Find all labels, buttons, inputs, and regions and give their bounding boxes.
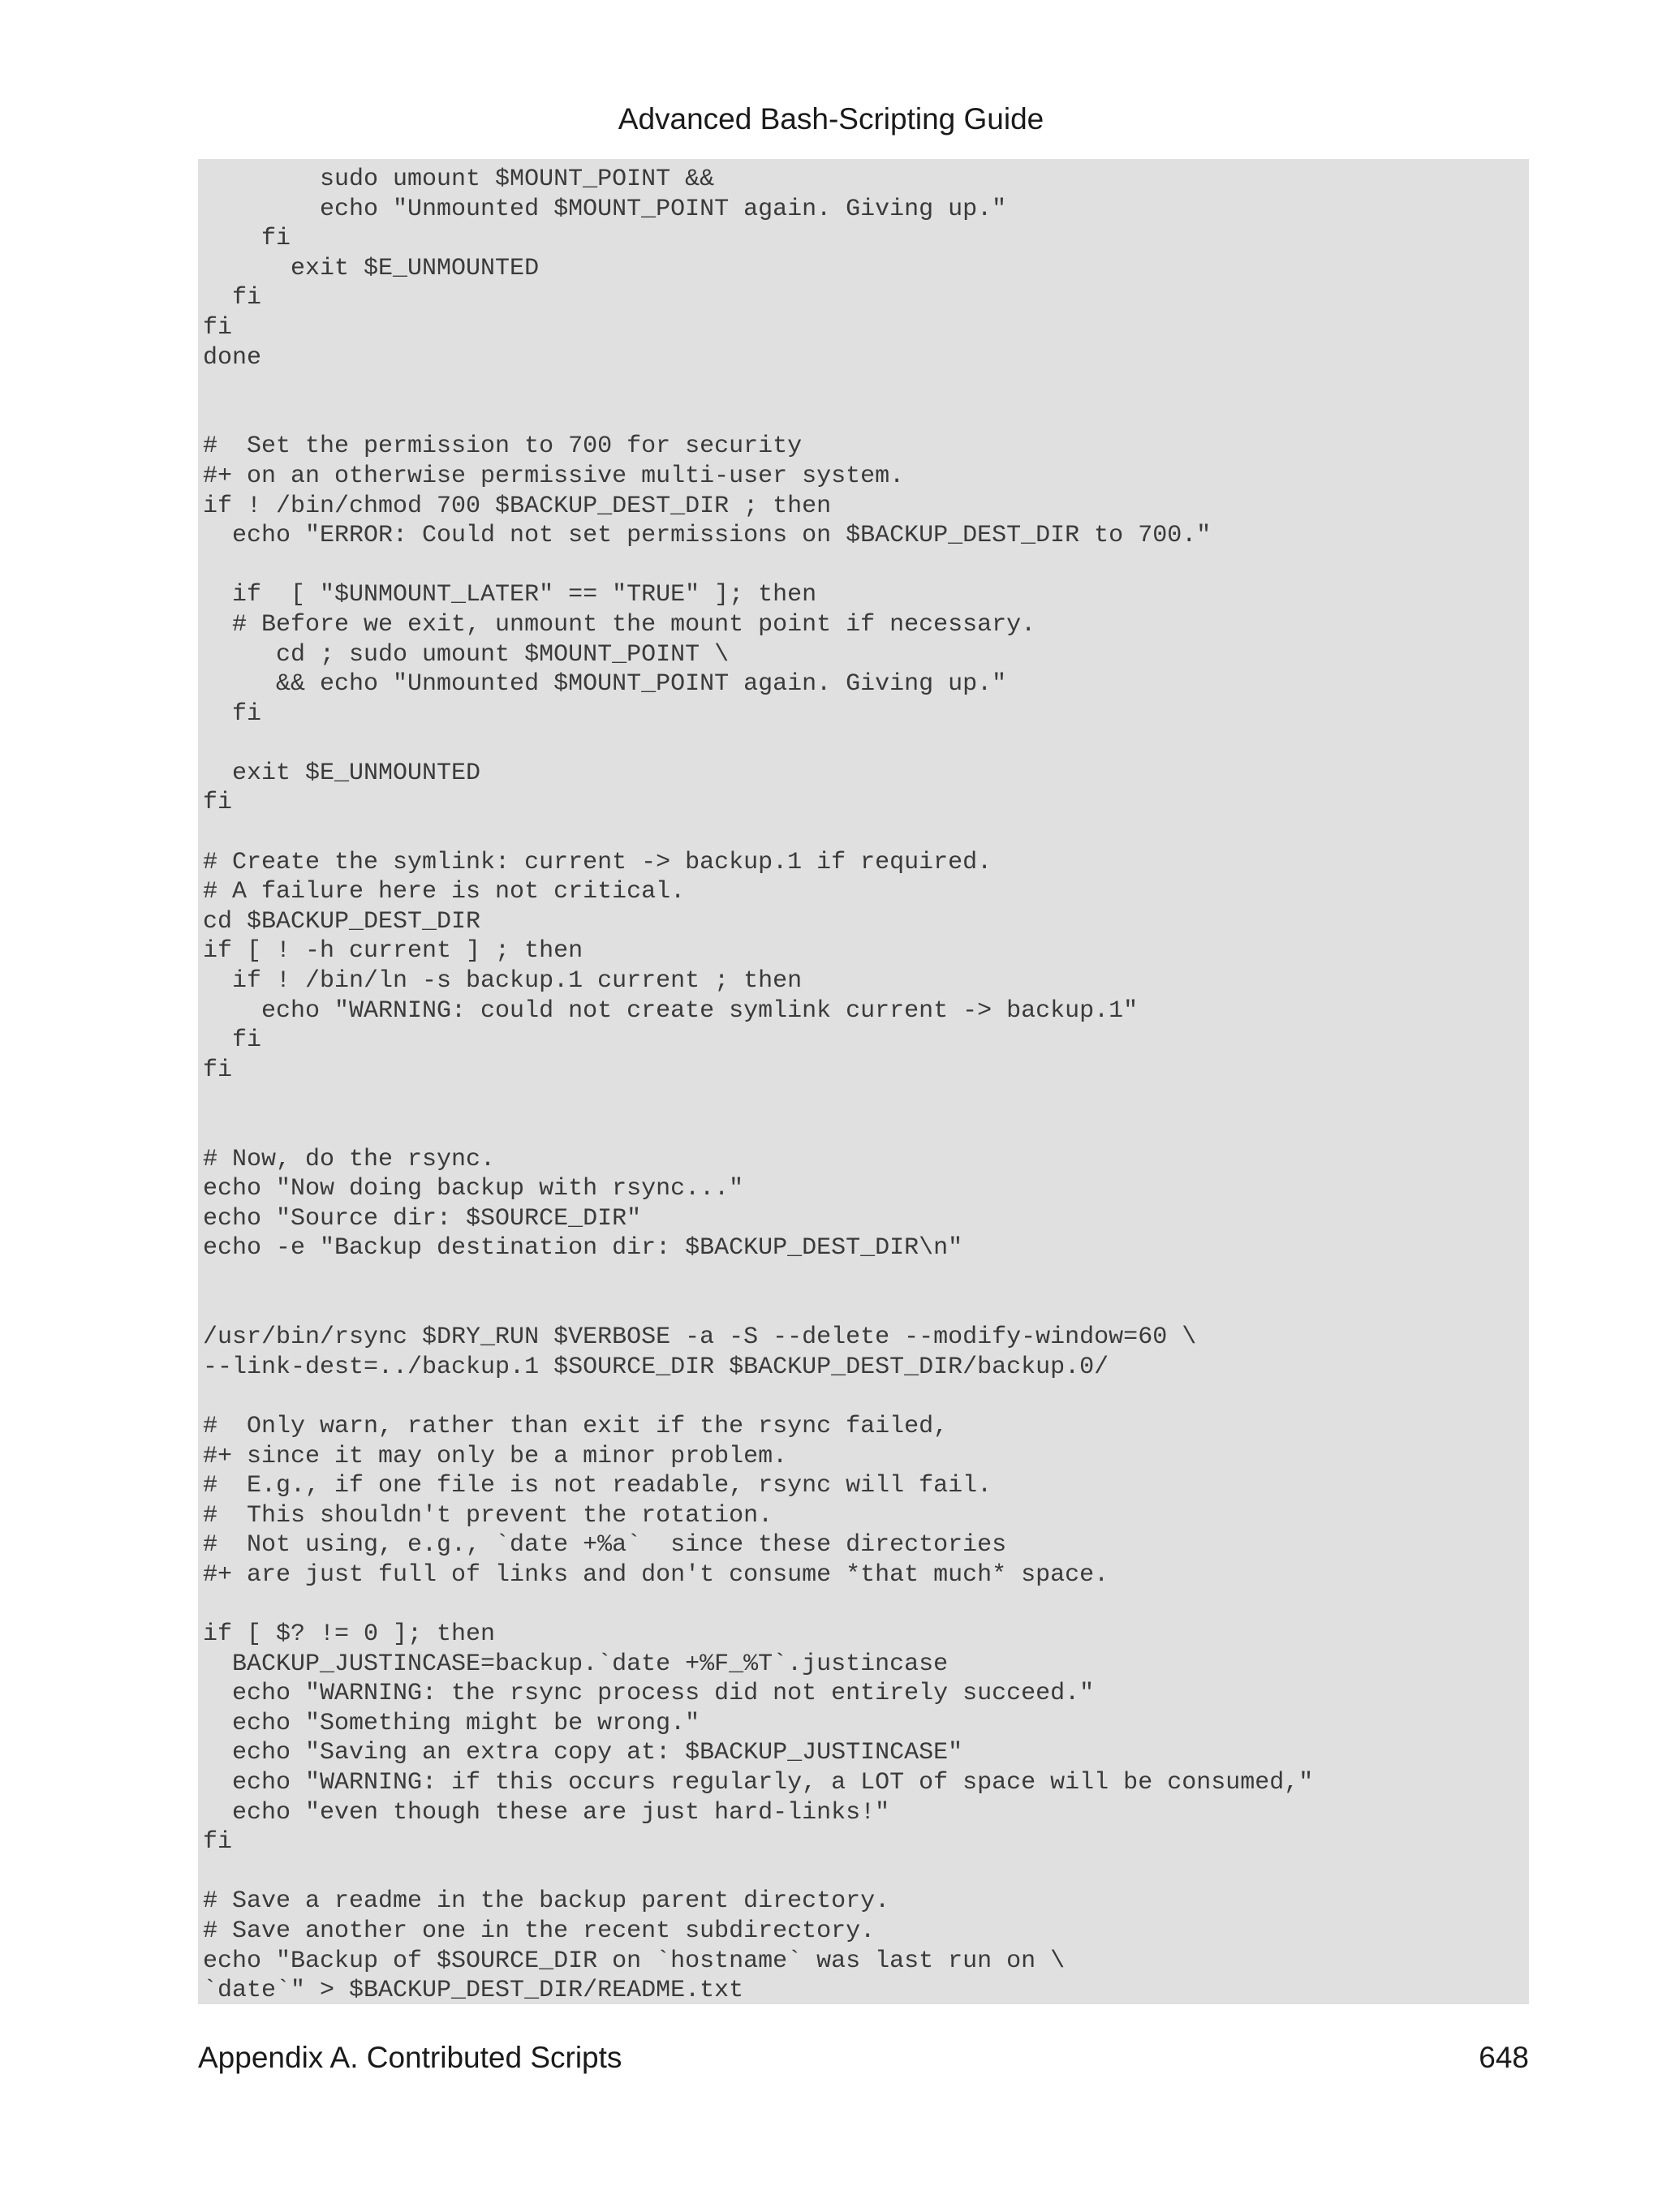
code-line: #+ on an otherwise permissive multi-user system. <box>203 462 905 490</box>
code-line: cd $BACKUP_DEST_DIR <box>203 907 481 936</box>
code-line: --link-dest=../backup.1 $SOURCE_DIR $BACKUP_DEST_DIR/backup.0/ <box>203 1353 1109 1381</box>
code-line: # This shouldn't prevent the rotation. <box>203 1501 773 1530</box>
code-line: echo "Now doing backup with rsync..." <box>203 1175 744 1203</box>
code-line: echo "ERROR: Could not set permissions on $BACKUP_DEST_DIR to 700." <box>203 522 1212 550</box>
code-line: # Save a readme in the backup parent directory. <box>203 1887 890 1916</box>
code-line: if [ $? != 0 ]; then <box>203 1620 496 1649</box>
code-line: if [ "$UNMOUNT_LATER" == "TRUE" ]; then <box>203 581 817 609</box>
code-line <box>203 551 1529 581</box>
code-line: sudo umount $MOUNT_POINT && <box>203 166 715 193</box>
code-line: fi <box>203 284 262 312</box>
code-line: echo "Backup of $SOURCE_DIR on `hostname` was last run on \ <box>203 1947 1066 1975</box>
code-line <box>203 1263 1529 1293</box>
code-line <box>203 402 1529 433</box>
code-line: # Create the symlink: current -> backup.1 if required. <box>203 848 992 876</box>
code-line: echo "even though these are just hard-links!" <box>203 1798 890 1827</box>
code-line: echo -e "Backup destination dir: $BACKUP_DEST_DIR\n" <box>203 1234 963 1263</box>
code-line: if ! /bin/chmod 700 $BACKUP_DEST_DIR ; then <box>203 492 832 520</box>
code-line: if [ ! -h current ] ; then <box>203 937 583 966</box>
code-line: # Only warn, rather than exit if the rsync failed, <box>203 1412 949 1440</box>
footer-section-title: Appendix A. Contributed Scripts <box>198 2041 622 2074</box>
code-line <box>203 1857 1529 1887</box>
code-line <box>203 1115 1529 1145</box>
code-line: # Set the permission to 700 for security <box>203 433 803 461</box>
code-line: fi <box>203 789 233 817</box>
code-line: fi <box>203 699 262 728</box>
code-line: # Save another one in the recent subdirectory. <box>203 1917 876 1946</box>
code-line: echo "Unmounted $MOUNT_POINT again. Giving up." <box>203 195 1007 223</box>
code-line <box>203 1293 1529 1323</box>
code-line: echo "WARNING: if this occurs regularly, a LOT of space will be consumed," <box>203 1769 1314 1797</box>
code-line <box>203 729 1529 759</box>
code-line: if ! /bin/ln -s backup.1 current ; then <box>203 967 803 996</box>
code-line: echo "Something might be wrong." <box>203 1709 700 1737</box>
code-line: && echo "Unmounted $MOUNT_POINT again. Giving up." <box>203 670 1007 699</box>
code-line: echo "WARNING: could not create symlink current -> backup.1" <box>203 996 1139 1025</box>
code-line: exit $E_UNMOUNTED <box>203 759 481 787</box>
code-line: # E.g., if one file is not readable, rsync will fail. <box>203 1472 992 1500</box>
footer-page-number: 648 <box>1479 2041 1529 2074</box>
code-line <box>203 1382 1529 1412</box>
code-line <box>203 372 1529 402</box>
code-line <box>203 1590 1529 1620</box>
code-line: echo "Saving an extra copy at: $BACKUP_JUSTINCASE" <box>203 1739 963 1767</box>
code-line: #+ are just full of links and don't consume *that much* space. <box>203 1560 1109 1589</box>
code-line: fi <box>203 225 291 253</box>
code-line: echo "Source dir: $SOURCE_DIR" <box>203 1204 642 1233</box>
code-line: `date`" > $BACKUP_DEST_DIR/README.txt <box>203 1977 744 2005</box>
code-line: fi <box>203 313 233 342</box>
code-line: #+ since it may only be a minor problem. <box>203 1442 788 1470</box>
page-header-title: Advanced Bash-Scripting Guide <box>618 102 1044 136</box>
code-line: done <box>203 343 262 372</box>
code-line: fi <box>203 1056 233 1084</box>
code-line: fi <box>203 1026 262 1055</box>
code-line: /usr/bin/rsync $DRY_RUN $VERBOSE -a -S --delete --modify-window=60 \ <box>203 1323 1197 1352</box>
code-line: cd ; sudo umount $MOUNT_POINT \ <box>203 640 730 669</box>
code-line: # A failure here is not critical. <box>203 878 686 906</box>
code-listing <box>198 159 1529 2004</box>
code-line <box>203 818 1529 848</box>
page-footer <box>198 2035 1529 2081</box>
code-line: # Before we exit, unmount the mount point if necessary. <box>203 610 1036 639</box>
code-text <box>203 165 1529 2006</box>
code-line: # Not using, e.g., `date +%a` since these directories <box>203 1531 1007 1560</box>
code-line: BACKUP_JUSTINCASE=backup.`date +%F_%T`.justincase <box>203 1650 949 1678</box>
code-line <box>203 1085 1529 1115</box>
code-line: # Now, do the rsync. <box>203 1145 496 1173</box>
code-line: echo "WARNING: the rsync process did not entirely succeed." <box>203 1680 1095 1708</box>
code-line: fi <box>203 1828 233 1857</box>
code-line: exit $E_UNMOUNTED <box>203 254 540 282</box>
